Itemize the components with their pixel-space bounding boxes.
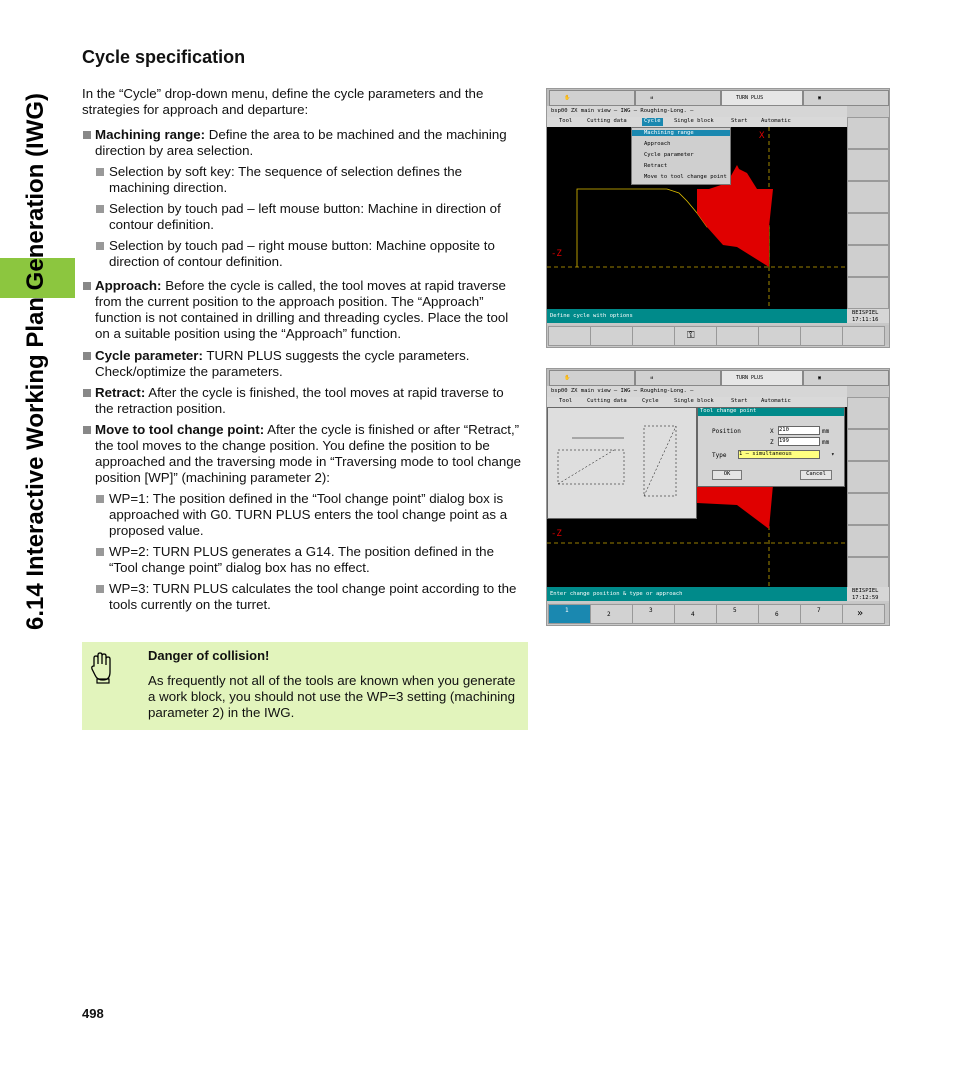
mode-tab-program[interactable] xyxy=(635,90,721,106)
status-line: bsp00 ZX main view – IWG – Roughing-Long. – xyxy=(547,106,847,117)
intro-paragraph: In the “Cycle” drop-down menu, define the cycle parameters and the strategies for approach and departure: xyxy=(82,86,484,117)
softkey[interactable] xyxy=(847,525,889,557)
disk-icon: ▣ xyxy=(818,375,822,381)
z-unit: mm xyxy=(822,439,830,446)
x-axis-label: X xyxy=(759,131,765,141)
disk-icon: ▣ xyxy=(818,95,822,101)
softkey[interactable] xyxy=(758,326,801,346)
sub-bullet: WP=1: The position defined in the “Tool change point” dialog box is approached with G0. TURN PLUS enters the tool change point as a proposed value. xyxy=(82,491,524,539)
menu-start[interactable]: Start xyxy=(731,398,748,404)
key-icon: ⚿ xyxy=(687,330,695,341)
arrow-icon: ⇉ xyxy=(650,95,654,101)
dialog-title: Tool change point xyxy=(698,408,844,416)
mode-tab-save[interactable] xyxy=(803,370,889,386)
tool-change-diagram xyxy=(548,408,696,518)
softkey[interactable] xyxy=(847,461,889,493)
section-heading: Cycle specification xyxy=(82,47,246,67)
dropdown-tool-change[interactable]: Move to tool change point xyxy=(644,174,727,180)
message-line: Enter change position & type or approach xyxy=(547,587,847,601)
type-label: Type xyxy=(712,452,727,459)
danger-note xyxy=(82,642,528,730)
softkey-next[interactable] xyxy=(842,604,885,624)
softkey-wp-1[interactable]: 1 xyxy=(548,604,591,624)
softkey-wp-3[interactable]: 3 xyxy=(632,604,675,624)
help-graphic-panel xyxy=(547,407,697,519)
x-unit: mm xyxy=(822,428,830,435)
softkey[interactable] xyxy=(847,213,889,245)
menu-automatic[interactable]: Automatic xyxy=(761,118,791,124)
mode-tab-program[interactable] xyxy=(635,370,721,386)
menu-cutting-data[interactable]: Cutting data xyxy=(587,398,627,404)
softkey-key-icon[interactable] xyxy=(674,326,717,346)
bullet-machining-range: Machining range: Define the area to be machined and the machining direction by area selection. xyxy=(82,127,524,159)
menu-tool[interactable]: Tool xyxy=(559,398,573,404)
menu-tool[interactable]: Tool xyxy=(559,118,573,124)
softkey[interactable] xyxy=(716,326,759,346)
bullet-tool-change: Move to tool change point: After the cycle is finished or after “Retract,” the tool moves to the change position. You define the position to be approached and the traversing mode in “Traversing mode to tool change position [WP]” (machining parameter 2): xyxy=(82,422,524,486)
clock: BEISPIEL 17:11:16 xyxy=(847,309,889,323)
softkey[interactable] xyxy=(847,245,889,277)
mode-tab-turnplus[interactable]: TURN PLUS xyxy=(721,370,803,386)
softkey[interactable] xyxy=(847,277,889,309)
softkey[interactable] xyxy=(847,397,889,429)
tool-change-dialog xyxy=(697,407,845,487)
mode-tab-save[interactable] xyxy=(803,90,889,106)
chevron-down-icon[interactable]: ▾ xyxy=(831,451,835,458)
dropdown-cycle-parameter[interactable]: Cycle parameter xyxy=(644,152,694,158)
position-label: Position xyxy=(712,428,741,435)
softkey[interactable] xyxy=(847,181,889,213)
menu-single-block[interactable]: Single block xyxy=(674,118,714,124)
bullet-approach: Approach: Before the cycle is called, the tool moves at rapid traverse from the current position to the approach position. The “Approach” function is not contained in drilling and threading cycles. Place the tool on a suitable position using the “Approach” function. xyxy=(82,278,524,342)
bullet-cycle-parameter: Cycle parameter: TURN PLUS suggests the cycle parameters. Check/optimize the parameters. xyxy=(82,348,524,380)
softkey[interactable] xyxy=(632,326,675,346)
clock: BEISPIEL 17:12:59 xyxy=(847,587,889,601)
menu-cutting-data[interactable]: Cutting data xyxy=(587,118,627,124)
cancel-button[interactable]: Cancel xyxy=(800,470,832,480)
softkey[interactable] xyxy=(847,117,889,149)
z-label: Z xyxy=(770,439,774,446)
softkey[interactable] xyxy=(842,326,885,346)
mode-tab-machine[interactable] xyxy=(549,370,635,386)
cycle-dropdown xyxy=(631,127,731,185)
top-bar xyxy=(547,89,889,106)
horizontal-softkeys xyxy=(547,603,889,623)
arrow-icon: ⇉ xyxy=(650,375,654,381)
menu-cycle[interactable]: Cycle xyxy=(644,118,661,124)
softkey-wp-6[interactable]: 6 xyxy=(758,604,801,624)
hand-icon xyxy=(90,652,118,684)
softkey[interactable] xyxy=(590,326,633,346)
softkey-wp-4[interactable]: 4 xyxy=(674,604,717,624)
body-column xyxy=(82,86,524,618)
note-text: As frequently not all of the tools are known when you generate a work block, you should not use the WP=3 setting (machining parameter 2) in the IWG. xyxy=(148,673,516,720)
screenshot-cycle-menu xyxy=(546,88,890,348)
screenshot-tool-change-dialog xyxy=(546,368,890,626)
mode-tab-turnplus[interactable]: TURN PLUS xyxy=(721,90,803,106)
menu-automatic[interactable]: Automatic xyxy=(761,398,791,404)
z-axis-label: -Z xyxy=(551,249,562,259)
softkey[interactable] xyxy=(800,326,843,346)
bullet-retract: Retract: After the cycle is finished, the tool moves at rapid traverse to the retraction position. xyxy=(82,385,524,417)
softkey[interactable] xyxy=(847,557,889,589)
menu-bar xyxy=(547,117,847,127)
type-select[interactable]: 1 – simultaneous xyxy=(738,450,820,459)
sub-bullet: WP=3: TURN PLUS calculates the tool change point according to the tools currently on the turret. xyxy=(82,581,524,613)
softkey-wp-7[interactable]: 7 xyxy=(800,604,843,624)
double-chevron-right-icon: » xyxy=(857,608,864,619)
z-input[interactable]: 199 xyxy=(778,437,820,446)
softkey-wp-2[interactable]: 2 xyxy=(590,604,633,624)
horizontal-softkeys xyxy=(547,325,889,345)
menu-bar xyxy=(547,397,847,407)
sub-bullet: Selection by soft key: The sequence of selection defines the machining direction. xyxy=(82,164,524,196)
menu-start[interactable]: Start xyxy=(731,118,748,124)
message-line: Define cycle with options xyxy=(547,309,847,323)
softkey[interactable] xyxy=(847,493,889,525)
softkey-wp-5[interactable]: 5 xyxy=(716,604,759,624)
sub-bullet: Selection by touch pad – right mouse button: Machine opposite to direction of contour definition. xyxy=(82,238,524,270)
softkey[interactable] xyxy=(847,429,889,461)
hand-icon: ✋ xyxy=(564,95,571,101)
x-label: X xyxy=(770,428,774,435)
sub-bullet: Selection by touch pad – left mouse button: Machine in direction of contour definition. xyxy=(82,201,524,233)
ok-button[interactable]: OK xyxy=(712,470,742,480)
mode-tab-machine[interactable] xyxy=(549,90,635,106)
softkey[interactable] xyxy=(548,326,591,346)
dropdown-approach[interactable]: Approach xyxy=(644,141,671,147)
top-bar xyxy=(547,369,889,386)
z-axis-label: -Z xyxy=(551,529,562,539)
menu-single-block[interactable]: Single block xyxy=(674,398,714,404)
softkey[interactable] xyxy=(847,149,889,181)
dropdown-retract[interactable]: Retract xyxy=(644,163,668,169)
dropdown-machining-range[interactable]: Machining range xyxy=(632,130,730,136)
sub-bullet: WP=2: TURN PLUS generates a G14. The position defined in the “Tool change point” dialog box has no effect. xyxy=(82,544,524,576)
page-number: 498 xyxy=(82,1006,104,1021)
status-line: bsp00 ZX main view – IWG – Roughing-Long. – xyxy=(547,386,847,397)
menu-cycle[interactable]: Cycle xyxy=(642,398,659,404)
x-input[interactable]: 210 xyxy=(778,426,820,435)
note-title: Danger of collision! xyxy=(148,648,270,663)
hand-icon: ✋ xyxy=(564,375,571,381)
